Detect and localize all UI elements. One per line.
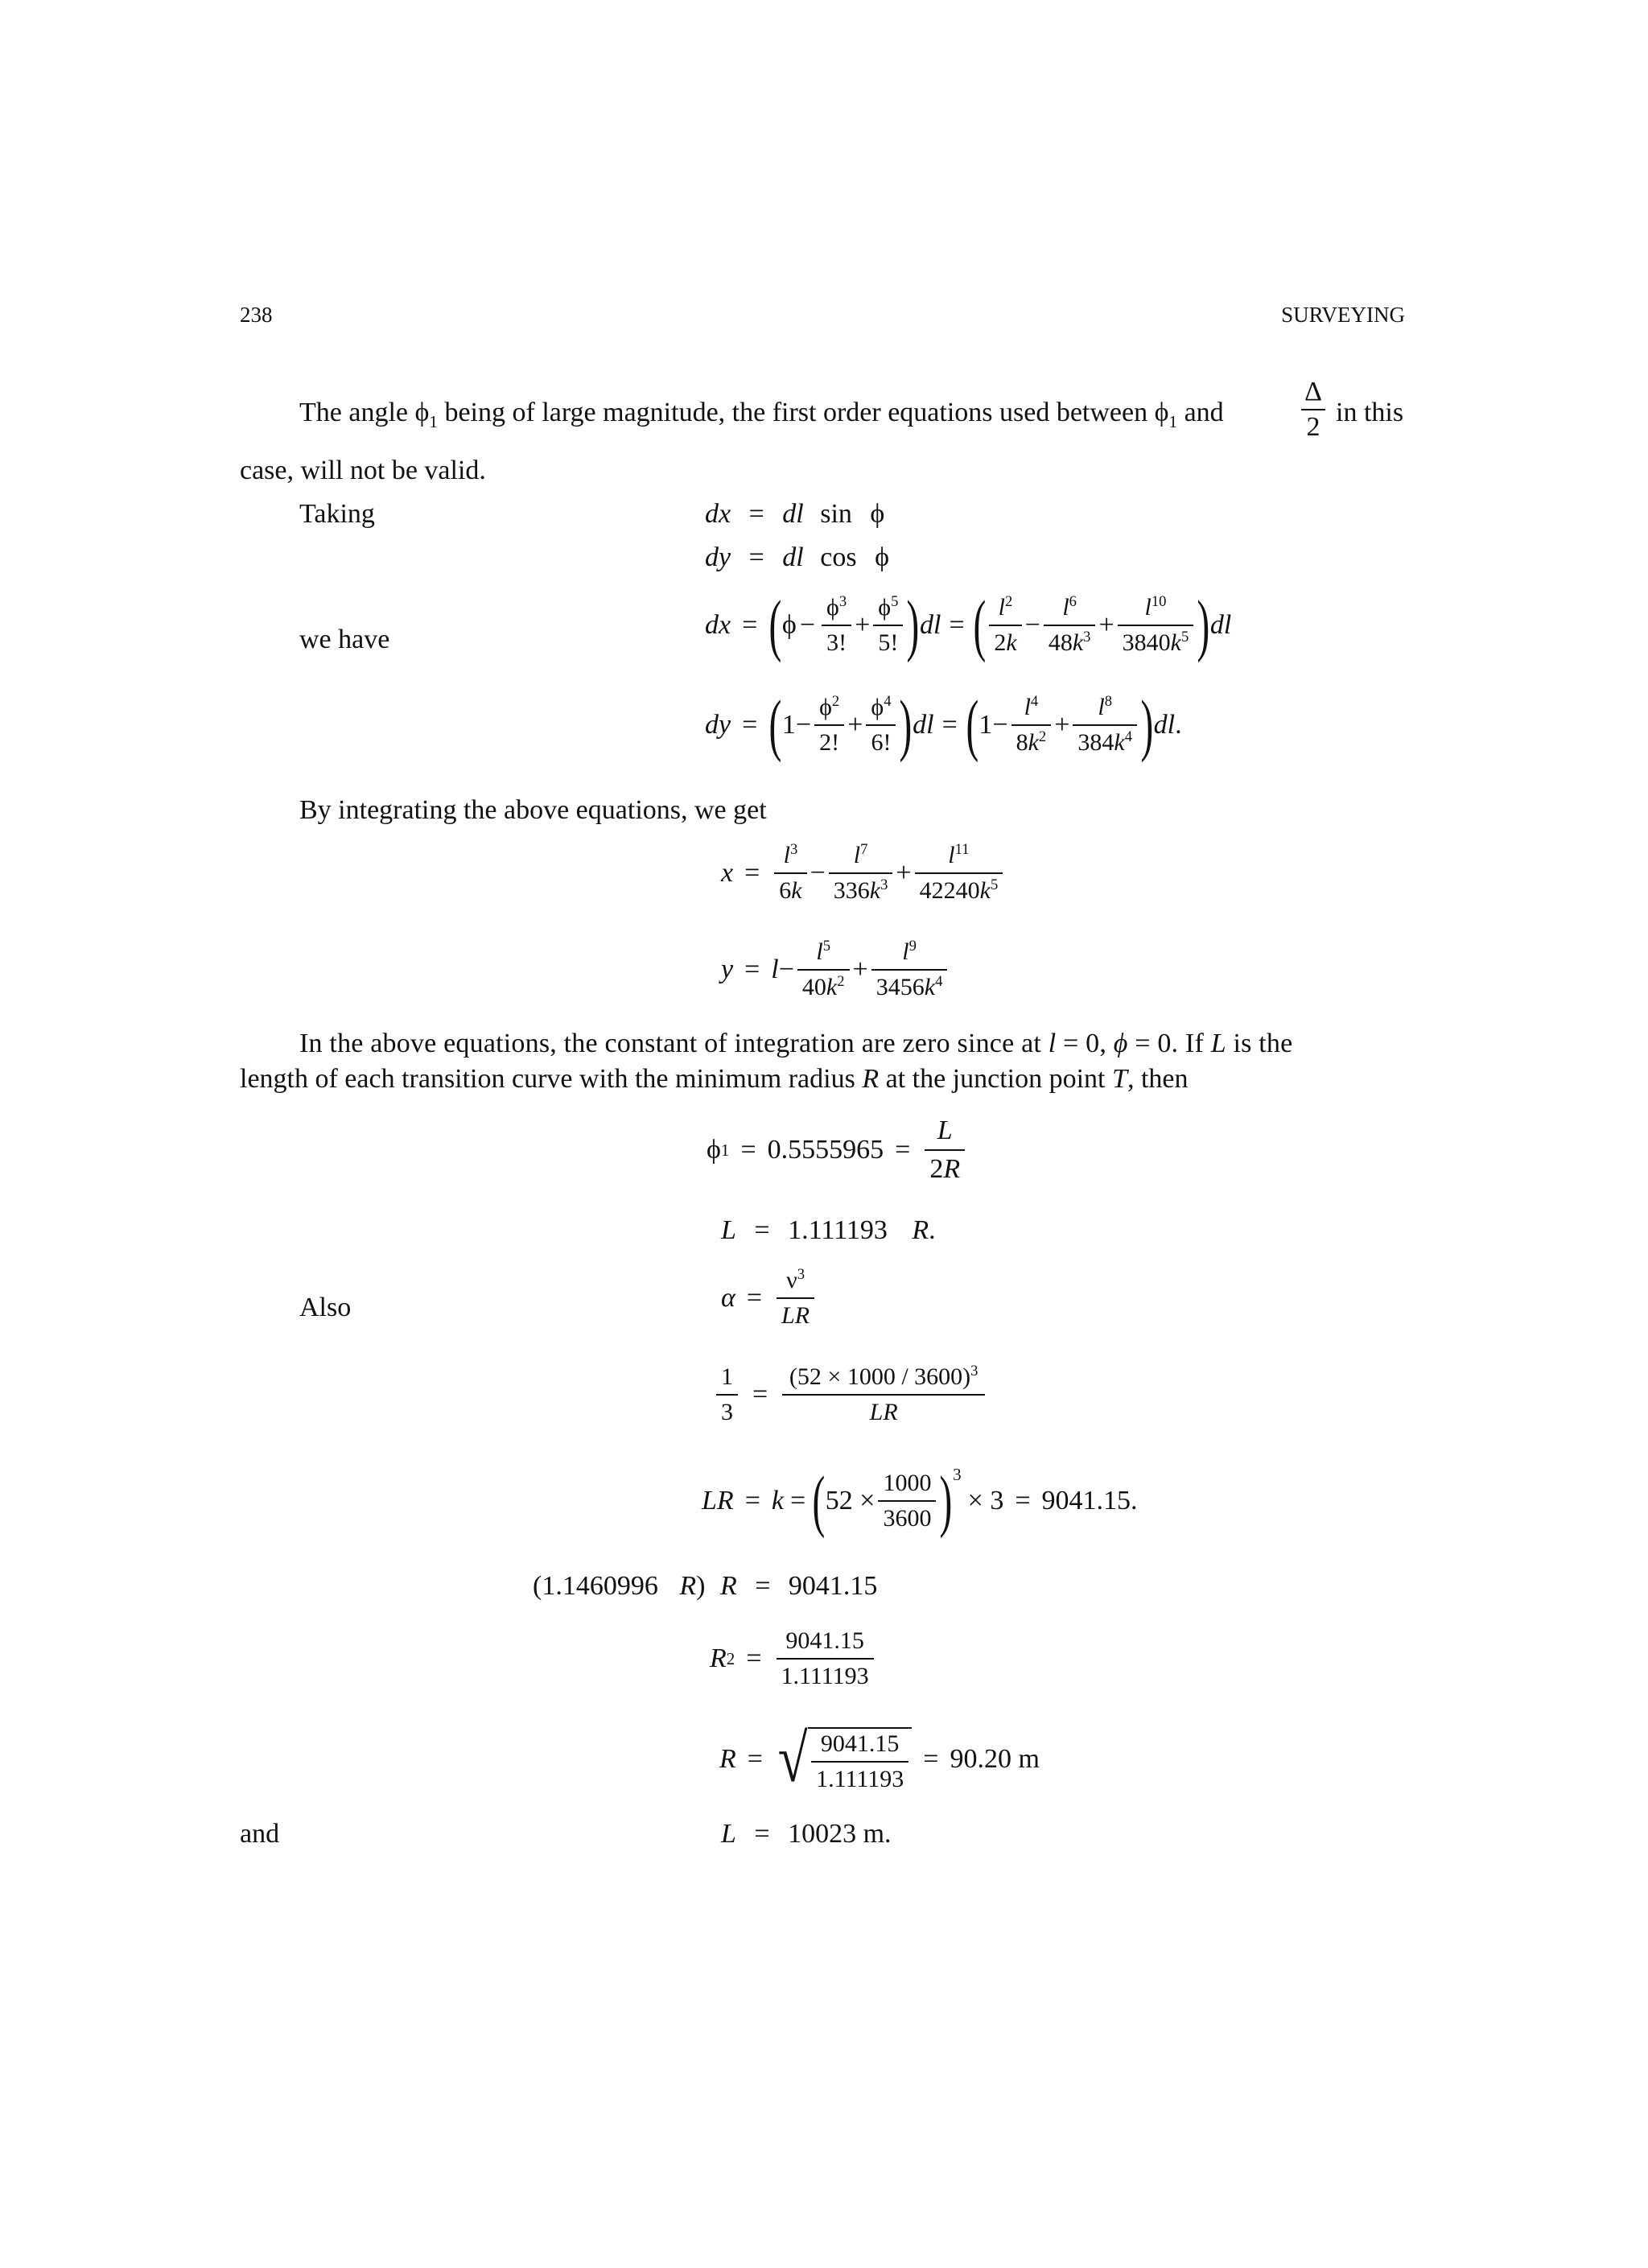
equals: = <box>755 1571 771 1601</box>
fraction <box>777 1629 874 1689</box>
equals: = <box>949 609 965 640</box>
phi-symbol: ϕ <box>819 693 832 720</box>
var-LR: LR <box>777 1297 814 1328</box>
var-x: x <box>721 858 734 888</box>
equals: = <box>789 1485 806 1515</box>
fraction: $\frac{l^9}{3456k^4}$ <box>871 940 948 1000</box>
subscript: 1 <box>429 411 438 431</box>
equals: = <box>746 1283 763 1313</box>
phi-symbol: ϕ <box>707 1135 721 1165</box>
var-T: T <box>1112 1064 1127 1094</box>
text-run: length of each transition curve with the minimum radius <box>240 1064 863 1094</box>
fraction: $\frac{\phi^4}{6!}$ <box>866 695 896 755</box>
para1-line1 <box>299 398 1224 431</box>
phi1-value: 0.5555965 <box>767 1135 884 1165</box>
label-taking: Taking <box>299 499 375 529</box>
var-alpha: α <box>721 1283 735 1313</box>
L-result: 10023 m. <box>788 1819 892 1849</box>
text-run: is the <box>1226 1029 1293 1058</box>
phi-symbol: ϕ <box>878 593 892 621</box>
equals: = <box>744 955 760 984</box>
eq-L: L = 1.111193 R. <box>721 1215 936 1245</box>
fraction: $\frac{l^7}{336k^3}$ <box>829 843 893 903</box>
func-cos: cos <box>820 542 857 572</box>
equals: = <box>752 1379 768 1409</box>
paren-left: ( <box>812 1462 826 1539</box>
eq-R-sqrt <box>719 1722 1040 1796</box>
fraction: $\frac{l^{10}}{3840k^5}$ <box>1118 596 1194 655</box>
var-L: L <box>937 1115 953 1145</box>
fraction: $\frac{l^8}{384k^4}$ <box>1073 695 1137 755</box>
equals: = <box>742 609 758 640</box>
phi-symbol: ϕ <box>875 542 889 572</box>
var-R: R <box>862 1064 880 1094</box>
equals: = <box>754 1819 770 1849</box>
var-l: l <box>1048 1029 1057 1058</box>
paren-right: ) <box>906 586 920 663</box>
eq-phi1: ϕ 1 = 0.5555965 = $\frac{L}{2R}$ <box>707 1117 968 1183</box>
var-R: R <box>710 1643 727 1673</box>
fraction <box>811 1732 908 1792</box>
fraction <box>878 1471 936 1531</box>
radicand <box>808 1727 912 1792</box>
paren-right: ) <box>939 1462 953 1539</box>
text-run: , then <box>1127 1064 1189 1094</box>
phi-symbol: ϕ <box>870 499 885 529</box>
delta-symbol: Δ <box>1304 377 1322 406</box>
denominator: 1.111193 <box>811 1761 908 1792</box>
para2-line1 <box>299 1030 1292 1058</box>
text-run: at the junction point <box>879 1064 1113 1094</box>
var-dx: dx <box>705 609 731 640</box>
var-dl: dl <box>1153 709 1176 740</box>
label-also: Also <box>299 1293 352 1322</box>
eq-x: x = $\frac{l^3}{6k}$ − $\frac{l^7}{336k^3}$ + $\frac{l^{11}}{42240k^5}$ <box>721 843 1006 903</box>
equals: = <box>746 1643 762 1673</box>
text-run: The angle <box>299 398 415 427</box>
eq-dy-series: dy = ( 1− $\frac{\phi^2}{2!}$ + $\frac{\phi^4}{6!}$ ) dl = ( 1− $\frac{l^4}{8k^2}$ + $\frac{l^8}{384k^4}$ ) dl . <box>705 686 1182 763</box>
equals: = <box>744 858 760 888</box>
fraction: $\frac{\phi^5}{5!}$ <box>873 596 903 655</box>
var-L: L <box>721 1215 736 1245</box>
numerator: 9041.15 <box>785 1627 864 1654</box>
var-y: y <box>721 955 734 984</box>
equals: = <box>1015 1485 1031 1515</box>
equals: = <box>754 1215 770 1245</box>
var-dy: dy <box>705 542 731 572</box>
var-k: k <box>771 1485 784 1515</box>
paren-right: ) <box>899 686 913 763</box>
eq-y: y = l − $\frac{l^5}{40k^2}$ + $\frac{l^9}{3456k^4}$ <box>721 940 950 1000</box>
numerator: 9041.15 <box>820 1730 900 1757</box>
L-value: 1.111193 <box>788 1215 888 1245</box>
page-number: 238 <box>240 303 273 327</box>
eq-alpha <box>721 1268 818 1328</box>
radical-sign: √ <box>777 1722 808 1796</box>
equals: = <box>744 1485 760 1515</box>
times-three: × 3 <box>967 1485 1004 1515</box>
func-sin: sin <box>820 499 852 529</box>
label-we-have: we have <box>299 625 390 654</box>
denominator: 3600 <box>878 1500 936 1531</box>
eq-R2: R 2 = $\frac{9041.15}{1.111193}$ <box>710 1629 877 1689</box>
square-root <box>774 1722 912 1796</box>
paren-right: ) <box>1197 586 1210 663</box>
phi-symbol: ϕ <box>826 593 839 621</box>
fraction: $\frac{l^3}{6k}$ <box>774 843 806 903</box>
equals: = <box>747 1744 763 1774</box>
var-dx: dx <box>705 499 731 529</box>
fraction: $\frac{L}{2R}$ <box>925 1117 965 1183</box>
var-dl: dl <box>913 709 934 740</box>
fraction: $\frac{\nu^3}{LR}$ <box>777 1268 814 1328</box>
eq-LR: LR = k = ( 52 × $\frac{1000}{3600}$ ) 3 × 3 = 9041.15. <box>702 1462 1138 1539</box>
paren-left: ( <box>768 586 782 663</box>
cube-expression: (52 × 1000 / 3600) <box>789 1363 971 1390</box>
para2-line2 <box>240 1066 1188 1093</box>
var-R: R <box>679 1571 697 1601</box>
fraction: $\frac{l^6}{48k^3}$ <box>1044 596 1096 655</box>
eq-dy-cos <box>705 544 889 571</box>
eq-dx-series: dx = ( ϕ − $\frac{\phi^3}{3!}$ + $\frac{\phi^5}{5!}$ ) dl = ( $\frac{l^2}{2k}$ − $\frac{l^6}{48k^3}$ + $\frac{l^{10}}{3840k^5}$ ) dl <box>705 586 1232 663</box>
numerator: 1000 <box>883 1469 932 1496</box>
value-9041: 9041.15 <box>788 1571 878 1601</box>
text-run: = 0. If <box>1127 1029 1211 1058</box>
equals: = <box>740 1135 756 1165</box>
equals: = <box>923 1744 939 1774</box>
para1-line2: case, will not be valid. <box>240 456 486 485</box>
fraction: $\frac{l^4}{8k^2}$ <box>1011 695 1052 755</box>
equals: = <box>742 709 758 740</box>
eq-one-third <box>713 1365 988 1425</box>
var-R: R <box>719 1571 737 1601</box>
var-dy: dy <box>705 709 731 740</box>
phi-symbol: ϕ <box>781 609 797 640</box>
var-L: L <box>1210 1029 1226 1058</box>
paren-left: ( <box>973 586 986 663</box>
var-nu: ν <box>786 1267 797 1293</box>
fraction: $\frac{1}{3}$ <box>716 1365 738 1425</box>
fraction: $\frac{l^2}{2k}$ <box>989 596 1021 655</box>
var-L: L <box>721 1819 736 1849</box>
var-dl: dl <box>782 542 804 572</box>
text-run: and <box>1177 398 1224 427</box>
var-dl: dl <box>920 609 941 640</box>
R-result: 90.20 m <box>950 1744 1040 1774</box>
factor-52: 52 × <box>825 1485 876 1515</box>
fraction: $\frac{l^5}{40k^2}$ <box>797 940 850 1000</box>
label-integrating: By integrating the above equations, we get <box>299 795 767 825</box>
eq-R-product: (1.1460996 R) R = 9041.15 <box>533 1571 878 1601</box>
var-R: R <box>912 1215 929 1245</box>
var-LR: LR <box>702 1485 734 1515</box>
coefficient: (1.1460996 <box>533 1571 658 1601</box>
var-l: l <box>771 955 779 984</box>
label-and: and <box>240 1819 280 1849</box>
eq-dx-sin <box>705 501 884 528</box>
para1-line1-end: in this <box>1336 398 1404 427</box>
subscript: 1 <box>1168 411 1178 431</box>
fraction: $\frac{\phi^3}{3!}$ <box>822 596 851 655</box>
phi-symbol: ϕ <box>1154 398 1169 427</box>
fraction: $\frac{(52 \times 1000 / 3600)^3}{LR}$ <box>782 1365 985 1425</box>
paren-left: ( <box>768 686 782 763</box>
equals: = <box>895 1135 911 1165</box>
delta-over-two <box>1297 378 1329 441</box>
denominator: 1.111193 <box>777 1658 874 1689</box>
paren-right: ) <box>1140 686 1154 763</box>
fraction: $\frac{l^{11}}{42240k^5}$ <box>915 843 1003 903</box>
fraction: $\frac{\phi^2}{2!}$ <box>814 695 844 755</box>
text-run: being of large magnitude, the first order equations used between <box>437 398 1155 427</box>
eq-L-result <box>721 1821 892 1848</box>
running-title: SURVEYING <box>1281 303 1405 327</box>
phi-symbol: ϕ <box>871 693 884 720</box>
text-run: = 0, <box>1056 1029 1114 1058</box>
text-run: In the above equations, the constant of integration are zero since at <box>299 1029 1049 1058</box>
paren-left: ( <box>966 686 978 763</box>
denominator: 2 <box>1301 409 1325 441</box>
equals: = <box>748 499 764 529</box>
var-R: R <box>719 1744 736 1774</box>
var-LR: LR <box>782 1394 985 1425</box>
var-dl: dl <box>782 499 804 529</box>
phi-symbol: ϕ <box>1113 1029 1128 1058</box>
var-dl: dl <box>1209 609 1232 640</box>
equals: = <box>748 542 764 572</box>
phi-symbol: ϕ <box>414 398 430 427</box>
equals: = <box>941 709 958 740</box>
lr-result: 9041.15. <box>1041 1485 1138 1515</box>
